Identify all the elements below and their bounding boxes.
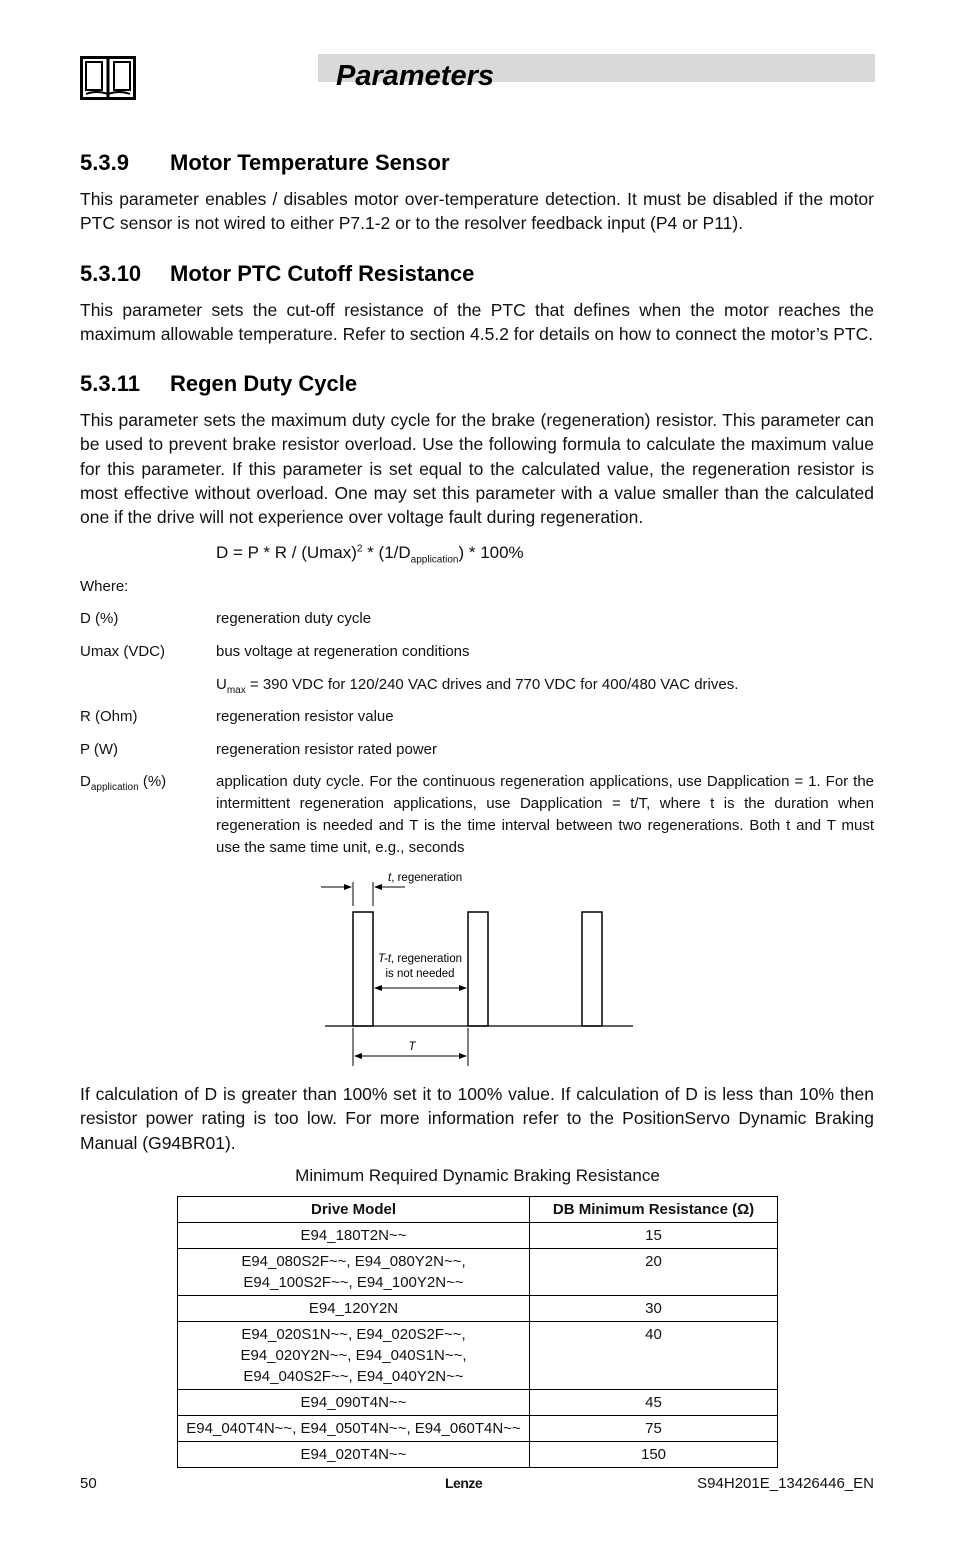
brand-logo: Lenze: [445, 1475, 483, 1491]
drive-model-cell: E94_090T4N~~: [178, 1390, 530, 1416]
table-row: [178, 1442, 778, 1468]
t-minus-t-label-line2: is not needed: [385, 968, 455, 980]
section-heading: [80, 261, 474, 287]
table-header-row: [178, 1197, 778, 1223]
column-header: DB Minimum Resistance (Ω): [530, 1197, 778, 1223]
table-row: [178, 1416, 778, 1442]
regen-timing-diagram: [315, 866, 635, 1070]
column-header: Drive Model: [178, 1197, 530, 1223]
table-row: [178, 1249, 778, 1296]
definition-text: bus voltage at regeneration conditions: [216, 643, 470, 660]
formula: $D = P * R / (Umax)^2 * (1/D_{application}) * 100\%$: [216, 543, 524, 566]
resistance-cell: 75: [530, 1416, 778, 1442]
definition-term: $D_{application}$ (%): [80, 773, 167, 793]
definition-term: D (%): [80, 610, 119, 627]
definition-text: regeneration duty cycle: [216, 610, 372, 627]
section-heading: [80, 150, 450, 176]
table-caption: Minimum Required Dynamic Braking Resistance: [295, 1166, 660, 1185]
section-number: 5.3.9: [80, 150, 129, 175]
drive-model-cell: E94_040T4N~~, E94_050T4N~~, E94_060T4N~~: [178, 1416, 530, 1442]
resistance-cell: 40: [530, 1322, 778, 1390]
regen-pulse: [468, 912, 488, 1026]
t-label: t, regeneration: [388, 872, 463, 884]
page-title: Parameters: [336, 60, 494, 92]
drive-model-cell: E94_080S2F~~, E94_080Y2N~~, E94_100S2F~~, E94_100Y2N~~: [178, 1249, 530, 1296]
definition-text: regeneration resistor rated power: [216, 741, 437, 758]
period-label: T: [408, 1041, 416, 1053]
t-minus-t-label: T-t, regeneration: [378, 953, 462, 965]
book-icon: [80, 56, 136, 100]
table-row: [178, 1322, 778, 1390]
section-title: Motor Temperature Sensor: [170, 150, 450, 175]
drive-model-cell: E94_020T4N~~: [178, 1442, 530, 1468]
section-body: This parameter sets the cut-off resistance of the PTC that defines when the motor reaches the maximum allowable temperature. Refer to section 4.5.2 for details on how to connect the motor’s PTC.: [80, 300, 874, 345]
table-row: [178, 1223, 778, 1249]
resistance-cell: 20: [530, 1249, 778, 1296]
definition-term: Umax (VDC): [80, 643, 165, 660]
regen-pulse: [582, 912, 602, 1026]
table-row: [178, 1390, 778, 1416]
definition-note: $U_{max} = 390$ VDC for 120/240 VAC drives and 770 VDC for 400/480 VAC drives.: [216, 676, 739, 696]
definition-term: P (W): [80, 741, 119, 758]
definition-text: regeneration resistor value: [216, 708, 394, 725]
table-row: [178, 1296, 778, 1322]
where-label: Where:: [80, 578, 129, 595]
result-paragraph: If calculation of D is greater than 100% set it to 100% value. If calculation of D is less than 10% then resistor power rating is too low. For more information refer to the PositionServo Dynamic Braking Manual (G94BR01).: [80, 1084, 874, 1153]
resistance-table: [177, 1196, 778, 1468]
page-number: 50: [80, 1475, 97, 1492]
drive-model-cell: E94_020S1N~~, E94_020S2F~~, E94_020Y2N~~, E94_040S1N~~, E94_040S2F~~, E94_040Y2N~~: [178, 1322, 530, 1390]
regen-pulse: [353, 912, 373, 1026]
document-code: S94H201E_13426446_EN: [697, 1475, 874, 1492]
section-body: This parameter enables / disables motor over-temperature detection. It must be disabled if the motor PTC sensor is not wired to either P7.1-2 or to the resolver feedback input (P4 or P11).: [80, 189, 874, 234]
section-number: 5.3.11: [80, 371, 140, 396]
drive-model-cell: E94_180T2N~~: [178, 1223, 530, 1249]
definition-text: application duty cycle. For the continuous regeneration applications, use Dapplication = 1. For the intermittent regeneration applications, use Dapplication = t/T, where t is the duration when regeneration is needed and T is the time interval between two regenerations. Both t and T must use the same time unit, e.g., seconds: [216, 773, 874, 856]
resistance-cell: 150: [530, 1442, 778, 1468]
drive-model-cell: E94_120Y2N: [178, 1296, 530, 1322]
section-heading: [80, 371, 357, 397]
resistance-cell: 15: [530, 1223, 778, 1249]
resistance-cell: 30: [530, 1296, 778, 1322]
section-number: 5.3.10: [80, 261, 142, 286]
section-title: Regen Duty Cycle: [170, 371, 358, 396]
section-body: This parameter sets the maximum duty cycle for the brake (regeneration) resistor. This parameter can be used to prevent brake resistor overload. Use the following formula to calculate the maximum value for this parameter. If this parameter is set equal to the calculated value, the regeneration resistor is most effective without overload. One may set this parameter with a value smaller than the calculated one if the drive will not experience over voltage fault during regeneration.: [80, 410, 874, 528]
definition-term: R (Ohm): [80, 708, 138, 725]
section-title: Motor PTC Cutoff Resistance: [170, 261, 475, 286]
resistance-cell: 45: [530, 1390, 778, 1416]
